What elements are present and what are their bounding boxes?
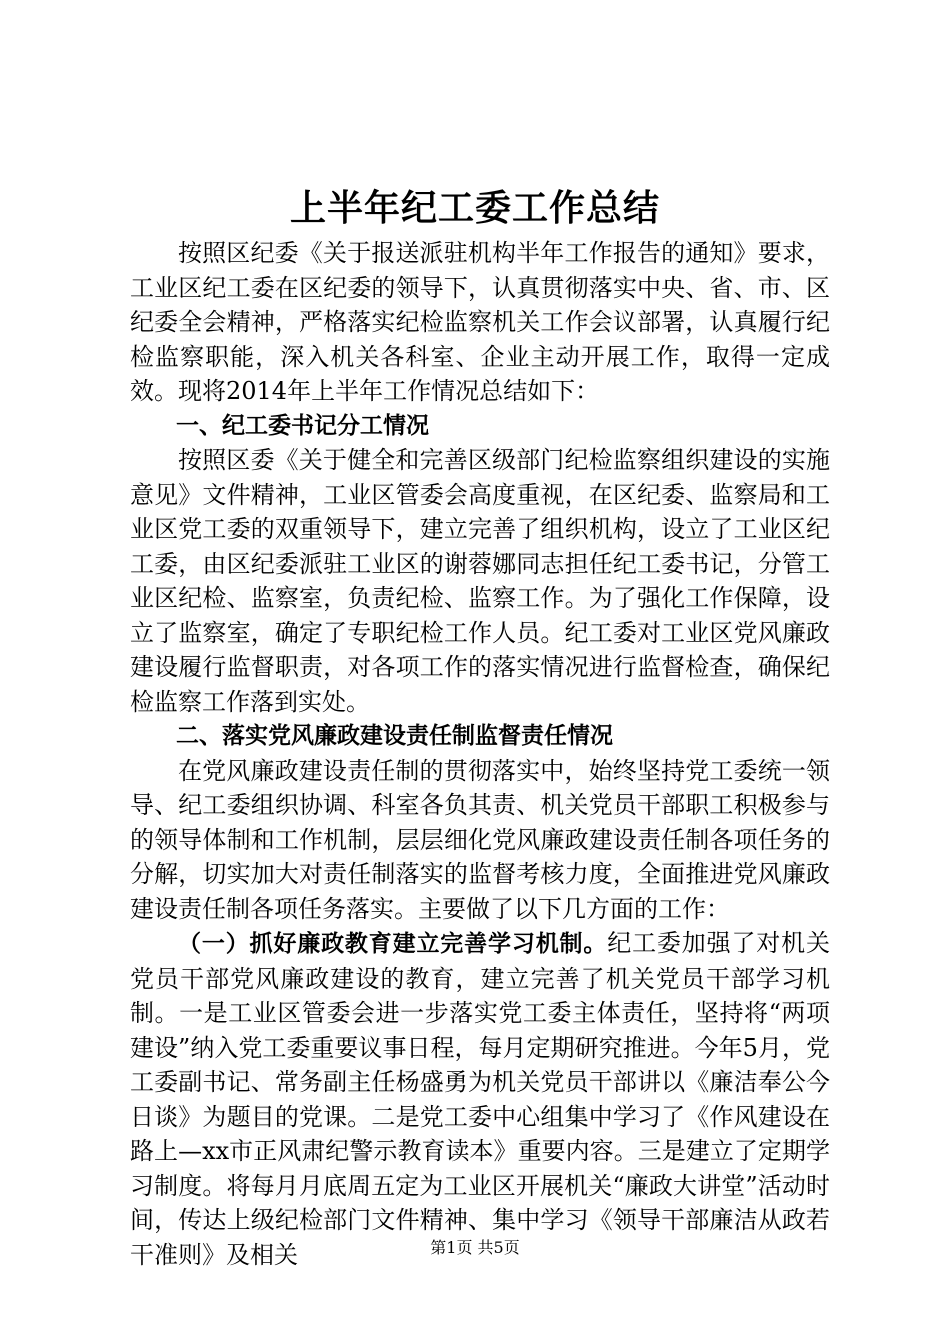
document-body xyxy=(130,236,830,1272)
subsection-body-1: 纪工委加强了对机关党员干部党风廉政建设的教育，建立完善了机关党员干部学习机制。一是工业区管委会进一步落实党工委主体责任，坚持将“两项建设”纳入党工委重要议事日程，每月定期研究推进。今年5月，党工委副书记、常务副主任杨盛勇为机关党员干部讲以《廉洁奉公今日谈》为题目的党课。二是党工委中心组集中学习了《作风建设在路上—xx市正风肃纪警示教育读本》重要内容。三是建立了定期学习制度。将每月月底周五定为工业区开展机关“廉政大讲堂”活动时间，传达上级纪检部门文件精神、集中学习《领导干部廉洁从政若干准则》及相关 xyxy=(130,929,831,1269)
section-2-paragraph: 在党风廉政建设责任制的贯彻落实中，始终坚持党工委统一领导、纪工委组织协调、科室各负其责、机关党员干部职工积极参与的领导体制和工作机制，层层细化党风廉政建设责任制各项任务的分解，切实加大对责任制落实的监督考核力度，全面推进党风廉政建设责任制各项任务落实。主要做了以下几方面的工作： xyxy=(130,756,830,923)
subsection-heading-1: （一）抓好廉政教育建立完善学习机制。 xyxy=(178,931,608,957)
document-title: 上半年纪工委工作总结 xyxy=(289,188,660,229)
section-1-paragraph: 按照区委《关于健全和完善区级部门纪检监察组织建设的实施意见》文件精神，工业区管委会高度重视，在区纪委、监察局和工业区党工委的双重领导下，建立完善了组织机构，设立了工业区纪工委，由区纪委派驻工业区的谢蓉娜同志担任纪工委书记，分管工业区纪检、监察室，负责纪检、监察工作。为了强化工作保障，设立了监察室，确定了专职纪检工作人员。纪工委对工业区党风廉政建设履行监督职责，对各项工作的落实情况进行监督检查，确保纪检监察工作落到实处。 xyxy=(130,446,830,716)
section-heading-2: 二、落实党风廉政建设责任制监督责任情况 xyxy=(176,723,613,749)
section-heading-1: 一、纪工委书记分工情况 xyxy=(176,412,429,439)
page-footer: 第1页 共5页 xyxy=(430,1238,520,1257)
subsection-paragraph-1 xyxy=(130,926,830,1272)
intro-paragraph: 按照区纪委《关于报送派驻机构半年工作报告的通知》要求，工业区纪工委在区纪委的领导下，认真贯彻落实中央、省、市、区纪委全会精神，严格落实纪检监察机关工作会议部署，认真履行纪检监察职能，深入机关各科室、企业主动开展工作，取得一定成效。现将2014年上半年工作情况总结如下： xyxy=(130,239,830,405)
